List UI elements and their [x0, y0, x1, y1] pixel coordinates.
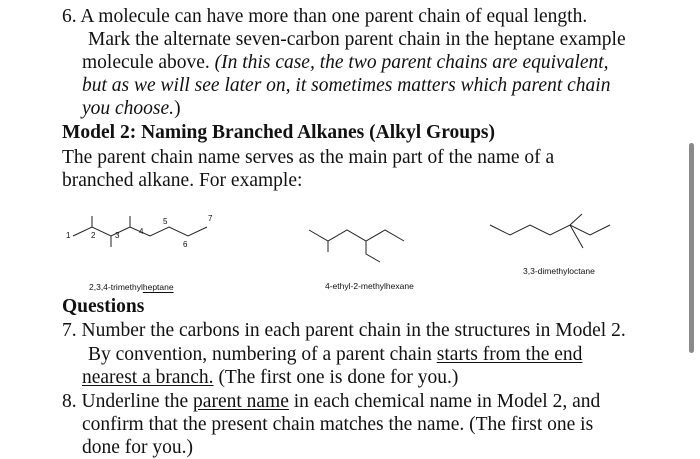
carbon-number-7: 7 [208, 214, 213, 223]
q6-line-3-italic: (In this case, the two parent chains are equivalent, [214, 52, 609, 73]
q8-line-1-c: in each chemical name in Model 2, and [288, 391, 601, 412]
molecule-3-name: 3,3-dimethyloctane [523, 266, 595, 276]
q8-line-2: confirm that the present chain matches the name. (The first one is [82, 414, 594, 435]
q8-line-1-underlined: parent name [193, 391, 289, 412]
q7-line-2-text: By convention, numbering of a parent chain [88, 344, 437, 365]
q7-line-3-underlined: nearest a branch. [82, 367, 214, 388]
molecule-2-name: 4-ethyl-2-methylhexane [325, 281, 414, 291]
molecule-2-chain [309, 230, 404, 241]
q6-line-3-text: molecule above. [82, 52, 215, 73]
carbon-number-4: 4 [139, 227, 144, 236]
model2-line-2: branched alkane. For example: [62, 170, 303, 191]
q7-line-3 [82, 367, 458, 389]
q8-line-1 [62, 391, 600, 413]
q6-line-4: but as we will see later on, it sometimes matters which parent chain [82, 75, 611, 96]
q7-line-2-underlined: starts from the end [436, 344, 583, 365]
q6-line-5-italic: you choose. [82, 98, 175, 119]
carbon-number-1: 1 [66, 231, 71, 240]
q7-line-1: 7. Number the carbons in each parent chain in the structures in Model 2. [62, 320, 626, 341]
q6-line-5-end: ) [174, 98, 181, 119]
model2-line-1: The parent chain name serves as the main part of the name of a [62, 147, 555, 168]
q7-line-2 [88, 344, 582, 366]
carbon-number-2: 2 [91, 231, 96, 240]
carbon-number-5: 5 [163, 217, 168, 226]
molecule-1-prefix: 2,3,4-trimethyl [89, 282, 143, 292]
molecule-1-name [89, 282, 174, 292]
q8-line-1-a: 8. Underline the [62, 391, 194, 412]
q6-line-2: Mark the alternate seven-carbon parent chain in the heptane example [88, 29, 626, 50]
carbon-number-6: 6 [183, 240, 188, 249]
model2-title: Model 2: Naming Branched Alkanes (Alkyl Groups) [62, 122, 496, 143]
molecule-2-ethyl [366, 241, 380, 262]
q7-line-3-text: (The first one is done for you.) [213, 367, 459, 388]
carbon-number-3: 3 [115, 231, 120, 240]
scrollbar[interactable] [689, 143, 694, 353]
molecule-3-chain [490, 225, 610, 235]
questions-heading: Questions [62, 296, 145, 317]
q6-line-1: 6. A molecule can have more than one parent chain of equal length. [62, 6, 588, 27]
molecule-1-parent: heptane [142, 282, 174, 292]
molecule-3-methyl-a [570, 214, 582, 225]
q8-line-3: done for you.) [82, 437, 194, 458]
